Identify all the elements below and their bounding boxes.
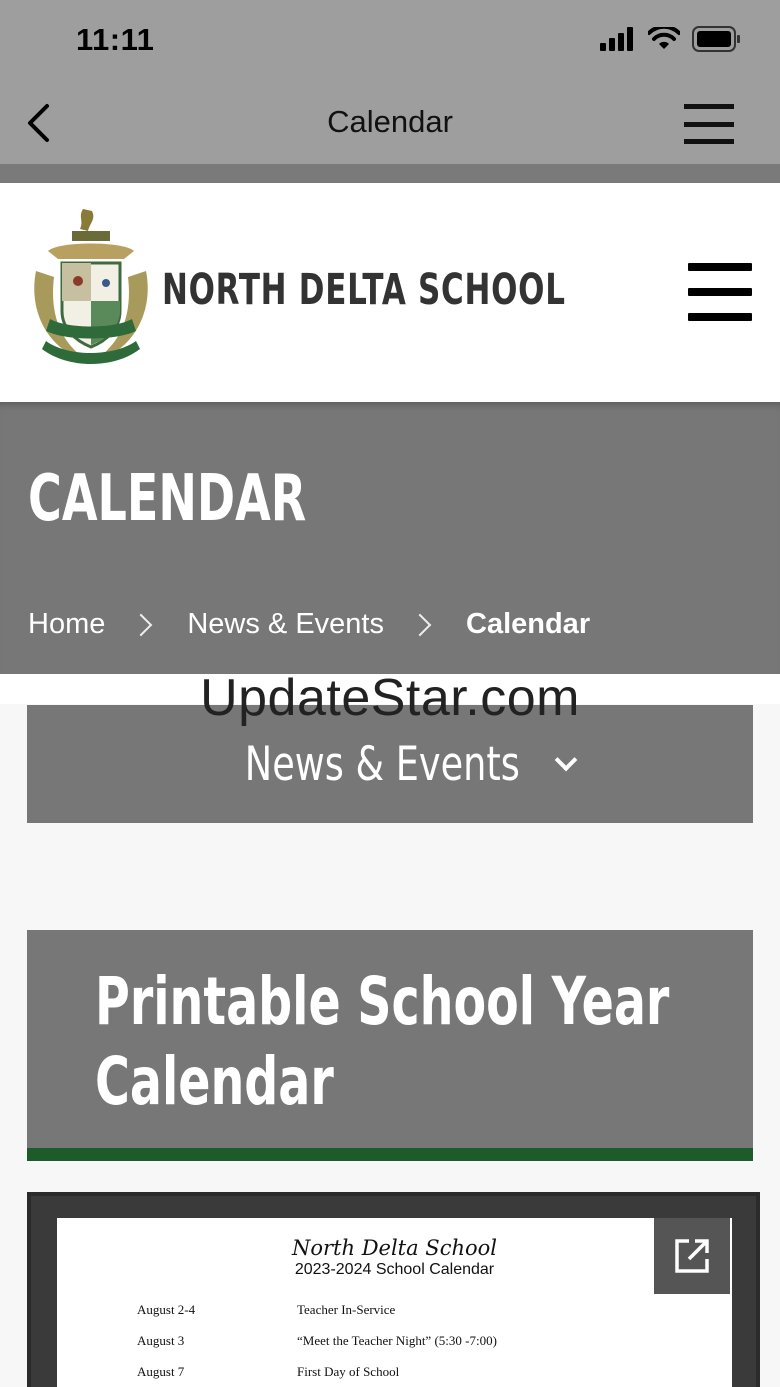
header-divider xyxy=(0,164,780,183)
calendar-card-header xyxy=(27,930,753,1148)
status-time: 11:11 xyxy=(76,22,155,57)
open-external-button[interactable] xyxy=(654,1218,730,1294)
document-viewer[interactable] xyxy=(27,1192,760,1387)
open-external-icon xyxy=(673,1237,711,1275)
status-bar xyxy=(0,0,780,82)
app-nav-bar xyxy=(0,82,780,164)
section-dropdown-label: News & Events xyxy=(244,736,520,792)
page-title: CALENDAR xyxy=(28,462,307,536)
calendar-row-event: First Day of School xyxy=(297,1364,400,1379)
hamburger-icon-bar xyxy=(688,263,752,271)
calendar-row-event: Teacher In-Service xyxy=(297,1302,396,1317)
breadcrumb xyxy=(28,608,590,641)
site-header xyxy=(0,183,780,402)
document-title: North Delta School xyxy=(292,1236,497,1260)
calendar-row-date: August 7 xyxy=(137,1364,185,1379)
app-menu-button[interactable] xyxy=(684,104,734,144)
nav-title: Calendar xyxy=(327,104,453,139)
calendar-card-title: Printable School Year Calendar xyxy=(95,963,670,1120)
breadcrumb-home-link[interactable]: Home xyxy=(28,608,106,640)
school-name[interactable]: NORTH DELTA SCHOOL xyxy=(162,265,566,315)
calendar-row xyxy=(137,1364,399,1380)
hamburger-icon-bar xyxy=(684,122,734,127)
page-banner xyxy=(0,402,780,674)
calendar-row xyxy=(137,1302,395,1318)
hamburger-icon-bar xyxy=(684,139,734,144)
cellular-signal-icon xyxy=(600,27,636,51)
hamburger-icon-bar xyxy=(688,313,752,321)
breadcrumb-news-events-link[interactable]: News & Events xyxy=(187,608,384,640)
battery-icon xyxy=(692,26,742,52)
wifi-icon xyxy=(648,27,680,51)
accent-divider xyxy=(27,1148,753,1161)
hamburger-icon-bar xyxy=(688,288,752,296)
document-subtitle: 2023-2024 School Calendar xyxy=(294,1261,495,1278)
calendar-row-date: August 3 xyxy=(137,1333,185,1348)
breadcrumb-current: Calendar xyxy=(466,608,591,640)
chevron-right-icon xyxy=(130,613,153,636)
calendar-row-date: August 2-4 xyxy=(137,1302,196,1317)
site-menu-button[interactable] xyxy=(688,263,752,321)
hamburger-icon-bar xyxy=(684,104,734,109)
watermark: UpdateStar.com xyxy=(200,669,580,727)
calendar-row xyxy=(137,1333,497,1349)
calendar-row-event: “Meet the Teacher Night” (5:30 -7:00) xyxy=(297,1333,497,1348)
chevron-right-icon xyxy=(409,613,432,636)
school-crest-logo[interactable] xyxy=(28,201,154,373)
status-icons xyxy=(600,26,742,52)
document-page xyxy=(57,1218,732,1387)
chevron-down-icon xyxy=(555,749,578,772)
